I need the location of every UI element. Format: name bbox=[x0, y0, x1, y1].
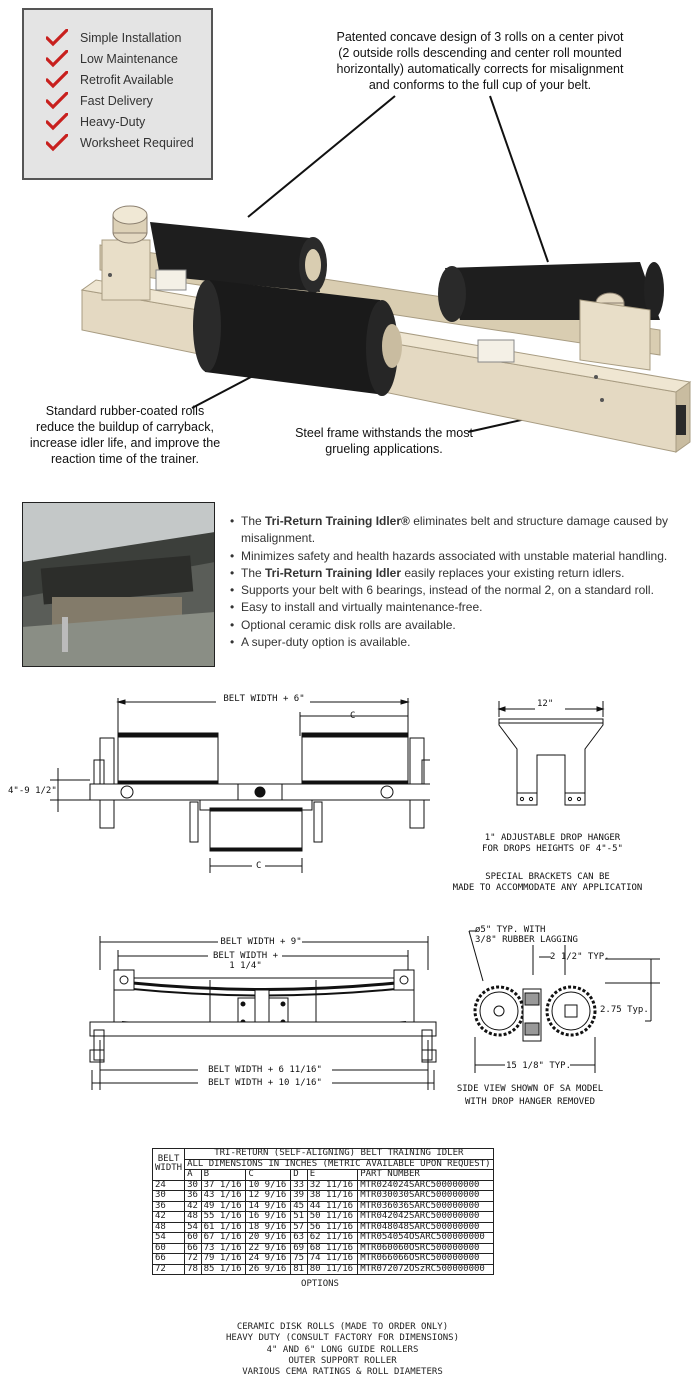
callout-line: grueling applications. bbox=[325, 442, 443, 456]
benefit-item bbox=[230, 565, 690, 582]
column-header: D bbox=[291, 1170, 308, 1181]
table-cell: 66 bbox=[185, 1243, 202, 1254]
table-title: TRI-RETURN (SELF-ALIGNING) BELT TRAINING IDLER bbox=[185, 1149, 493, 1160]
table-row bbox=[153, 1222, 494, 1233]
table-cell: 14 9/16 bbox=[246, 1201, 291, 1212]
column-header: C bbox=[246, 1170, 291, 1181]
table-cell: 51 bbox=[291, 1212, 308, 1223]
dim-side-width: 15 1/8" TYP. bbox=[506, 1061, 572, 1071]
table-cell: 48 bbox=[153, 1222, 185, 1233]
options-list bbox=[0, 1322, 685, 1378]
table-cell: 49 1/16 bbox=[201, 1201, 246, 1212]
table-cell: 85 1/16 bbox=[201, 1264, 246, 1275]
benefit-text: Minimizes safety and health hazards associated with unstable material handling. bbox=[241, 548, 668, 563]
table-cell: 62 11/16 bbox=[307, 1233, 357, 1244]
callout-line: MADE TO ACCOMMODATE ANY APPLICATION bbox=[452, 883, 643, 893]
table-body bbox=[153, 1180, 494, 1275]
callout-line: (2 outside rolls descending and center roll mounted bbox=[338, 46, 622, 60]
benefit-item bbox=[230, 548, 690, 565]
feature-label: Retrofit Available bbox=[80, 73, 174, 87]
table-row bbox=[153, 1191, 494, 1202]
drop-hanger-drawing bbox=[495, 695, 615, 810]
dim-275-typ: 2.75 Typ. bbox=[600, 1005, 649, 1015]
table-row bbox=[153, 1212, 494, 1223]
benefit-product-name: Tri-Return Training Idler bbox=[265, 565, 402, 580]
table-cell: 39 bbox=[291, 1191, 308, 1202]
table-cell: 12 9/16 bbox=[246, 1191, 291, 1202]
table-cell: 44 11/16 bbox=[307, 1201, 357, 1212]
feature-label: Low Maintenance bbox=[80, 52, 178, 66]
column-headers bbox=[153, 1170, 494, 1181]
table-cell: MTR048048SARC500000000 bbox=[358, 1222, 493, 1233]
table-cell: 26 9/16 bbox=[246, 1264, 291, 1275]
option-item: VARIOUS CEMA RATINGS & ROLL DIAMETERS bbox=[242, 1367, 443, 1378]
table-cell: MTR036036SARC500000000 bbox=[358, 1201, 493, 1212]
table-cell: 38 11/16 bbox=[307, 1191, 357, 1202]
table-cell: MTR042042SARC500000000 bbox=[358, 1212, 493, 1223]
feature-label: Worksheet Required bbox=[80, 136, 194, 150]
callout-line: and conforms to the full cup of your belt. bbox=[368, 78, 592, 92]
option-item: 4" AND 6" LONG GUIDE ROLLERS bbox=[266, 1344, 419, 1355]
benefit-item bbox=[230, 599, 690, 616]
table-cell: 36 bbox=[185, 1191, 202, 1202]
benefit-text: Supports your belt with 6 bearings, instead of the normal 2, on a standard roll. bbox=[241, 583, 654, 598]
side-view-caption bbox=[445, 1083, 615, 1109]
column-header: E bbox=[307, 1170, 357, 1181]
side-view-drawing bbox=[455, 925, 675, 1075]
benefit-text: A super-duty option is available. bbox=[241, 635, 411, 650]
table-cell: 72 bbox=[153, 1264, 185, 1275]
column-header: A bbox=[185, 1170, 202, 1181]
callout-line: increase idler life, and improve the bbox=[29, 436, 221, 450]
options-title: OPTIONS bbox=[301, 1279, 339, 1289]
installed-idler-photo bbox=[22, 502, 215, 667]
benefit-text: easily replaces your existing return idlers. bbox=[401, 565, 625, 580]
callout-line: SPECIAL BRACKETS CAN BE bbox=[485, 872, 610, 882]
table-cell: 18 9/16 bbox=[246, 1222, 291, 1233]
table-cell: MTR066066OSRC500000000 bbox=[358, 1254, 493, 1265]
callout-line: 1" ADJUSTABLE DROP HANGER bbox=[484, 833, 621, 843]
table-cell: 24 bbox=[153, 1180, 185, 1191]
table-cell: 30 bbox=[153, 1191, 185, 1202]
table-cell: 30 bbox=[185, 1180, 202, 1191]
table-cell: 32 11/16 bbox=[307, 1180, 357, 1191]
table-cell: 50 11/16 bbox=[307, 1212, 357, 1223]
table-cell: 66 bbox=[153, 1254, 185, 1265]
table-cell: 20 9/16 bbox=[246, 1233, 291, 1244]
callout-line: Standard rubber-coated rolls bbox=[45, 404, 205, 418]
dim-belt-width-9: BELT WIDTH + 9" bbox=[220, 937, 302, 947]
table-cell: 33 bbox=[291, 1180, 308, 1191]
dim-c-bottom: C bbox=[256, 861, 262, 871]
benefit-item bbox=[230, 617, 690, 634]
table-cell: 16 9/16 bbox=[246, 1212, 291, 1223]
table-cell: 78 bbox=[185, 1264, 202, 1275]
special-brackets-note bbox=[440, 872, 655, 894]
option-item: HEAVY DUTY (CONSULT FACTORY FOR DIMENSIONS) bbox=[226, 1333, 459, 1344]
benefit-text: Easy to install and virtually maintenance-free. bbox=[241, 600, 483, 615]
dim-hanger-width: 12" bbox=[537, 699, 554, 709]
dim-belt-width-1-14: BELT WIDTH + 1 1/4" bbox=[212, 951, 279, 971]
table-cell: MTR060060OSRC500000000 bbox=[358, 1243, 493, 1254]
dim-half-typ: 2 1/2" TYP. bbox=[550, 952, 610, 962]
benefit-text: Optional ceramic disk rolls are available. bbox=[241, 617, 456, 632]
table-cell: 43 1/16 bbox=[201, 1191, 246, 1202]
table-cell: 24 9/16 bbox=[246, 1254, 291, 1265]
dim-belt-width-6: BELT WIDTH + 6" bbox=[223, 694, 305, 704]
column-header: B bbox=[201, 1170, 246, 1181]
option-item: CERAMIC DISK ROLLS (MADE TO ORDER ONLY) bbox=[236, 1322, 449, 1332]
table-cell: 36 bbox=[153, 1201, 185, 1212]
callout-line: SIDE VIEW SHOWN OF SA MODEL bbox=[456, 1084, 604, 1094]
table-cell: MTR072072OSzRC500000000 bbox=[358, 1264, 493, 1275]
benefit-text: eliminates belt and structure damage caused by misalignment. bbox=[241, 514, 669, 546]
table-cell: MTR030030SARC500000000 bbox=[358, 1191, 493, 1202]
table-cell: 63 bbox=[291, 1233, 308, 1244]
table-row bbox=[153, 1201, 494, 1212]
dim-belt-width-6-1116: BELT WIDTH + 6 11/16" bbox=[208, 1065, 322, 1075]
table-cell: 79 1/16 bbox=[201, 1254, 246, 1265]
callout-line: Patented concave design of 3 rolls on a center pivot bbox=[336, 30, 624, 44]
benefit-item bbox=[230, 582, 690, 599]
table-row bbox=[153, 1264, 494, 1275]
table-cell: 55 1/16 bbox=[201, 1212, 246, 1223]
benefit-product-name: Tri-Return Training Idler® bbox=[265, 514, 410, 528]
table-cell: 80 11/16 bbox=[307, 1264, 357, 1275]
table-row bbox=[153, 1243, 494, 1254]
table-cell: MTR054054OSARC500000000 bbox=[358, 1233, 493, 1244]
table-cell: 10 9/16 bbox=[246, 1180, 291, 1191]
table-cell: 81 bbox=[291, 1264, 308, 1275]
table-cell: 74 11/16 bbox=[307, 1254, 357, 1265]
front-view-drawing bbox=[30, 688, 430, 878]
table-cell: 69 bbox=[291, 1243, 308, 1254]
feature-label: Fast Delivery bbox=[80, 94, 153, 108]
callout-line: WITH DROP HANGER REMOVED bbox=[464, 1097, 596, 1107]
table-cell: 68 11/16 bbox=[307, 1243, 357, 1254]
belt-width-header: BELT WIDTH bbox=[153, 1149, 185, 1181]
table-cell: 73 1/16 bbox=[201, 1243, 246, 1254]
callout-line: 3/8" RUBBER LAGGING bbox=[475, 935, 578, 945]
table-cell: 60 bbox=[153, 1243, 185, 1254]
table-cell: 45 bbox=[291, 1201, 308, 1212]
table-cell: 57 bbox=[291, 1222, 308, 1233]
callout-line: reduce the buildup of carryback, bbox=[36, 420, 214, 434]
benefit-text: The bbox=[241, 565, 266, 580]
column-header: PART NUMBER bbox=[358, 1170, 493, 1181]
callout-line: ø5" TYP. WITH bbox=[475, 925, 546, 935]
table-cell: 42 bbox=[185, 1201, 202, 1212]
feature-label: Simple Installation bbox=[80, 31, 182, 45]
table-cell: 61 1/16 bbox=[201, 1222, 246, 1233]
callout-line: Steel frame withstands the most bbox=[295, 426, 473, 440]
dim-height: 4"-9 1/2" bbox=[8, 786, 57, 796]
table-cell: 60 bbox=[185, 1233, 202, 1244]
table-subtitle: ALL DIMENSIONS IN INCHES (METRIC AVAILABLE UPON REQUEST) bbox=[185, 1159, 493, 1170]
dim-belt-width-10-116: BELT WIDTH + 10 1/16" bbox=[208, 1078, 322, 1088]
product-illustration bbox=[0, 0, 700, 480]
table-cell: 37 1/16 bbox=[201, 1180, 246, 1191]
callout-line: FOR DROPS HEIGHTS OF 4"-5" bbox=[482, 844, 623, 854]
spec-table bbox=[152, 1148, 494, 1275]
table-row bbox=[153, 1254, 494, 1265]
benefit-item bbox=[230, 513, 690, 548]
callout-line: horizontally) automatically corrects for misalignment bbox=[336, 62, 624, 76]
table-cell: 72 bbox=[185, 1254, 202, 1265]
table-cell: 22 9/16 bbox=[246, 1243, 291, 1254]
dim-c-top: C bbox=[350, 711, 356, 721]
roll-diameter-note bbox=[475, 925, 578, 945]
table-cell: 48 bbox=[185, 1212, 202, 1223]
feature-label: Heavy-Duty bbox=[80, 115, 146, 129]
hanger-caption bbox=[450, 833, 655, 855]
table-cell: 56 11/16 bbox=[307, 1222, 357, 1233]
callout-line: reaction time of the trainer. bbox=[51, 452, 199, 466]
table-cell: MTR024024SARC500000000 bbox=[358, 1180, 493, 1191]
benefit-list bbox=[230, 513, 690, 651]
table-cell: 54 bbox=[153, 1233, 185, 1244]
table-cell: 42 bbox=[153, 1212, 185, 1223]
benefit-text: The bbox=[241, 514, 266, 528]
table-cell: 67 1/16 bbox=[201, 1233, 246, 1244]
table-cell: 54 bbox=[185, 1222, 202, 1233]
benefit-item bbox=[230, 634, 690, 651]
table-row bbox=[153, 1233, 494, 1244]
table-row bbox=[153, 1180, 494, 1191]
option-item: OUTER SUPPORT ROLLER bbox=[288, 1355, 397, 1366]
table-cell: 75 bbox=[291, 1254, 308, 1265]
